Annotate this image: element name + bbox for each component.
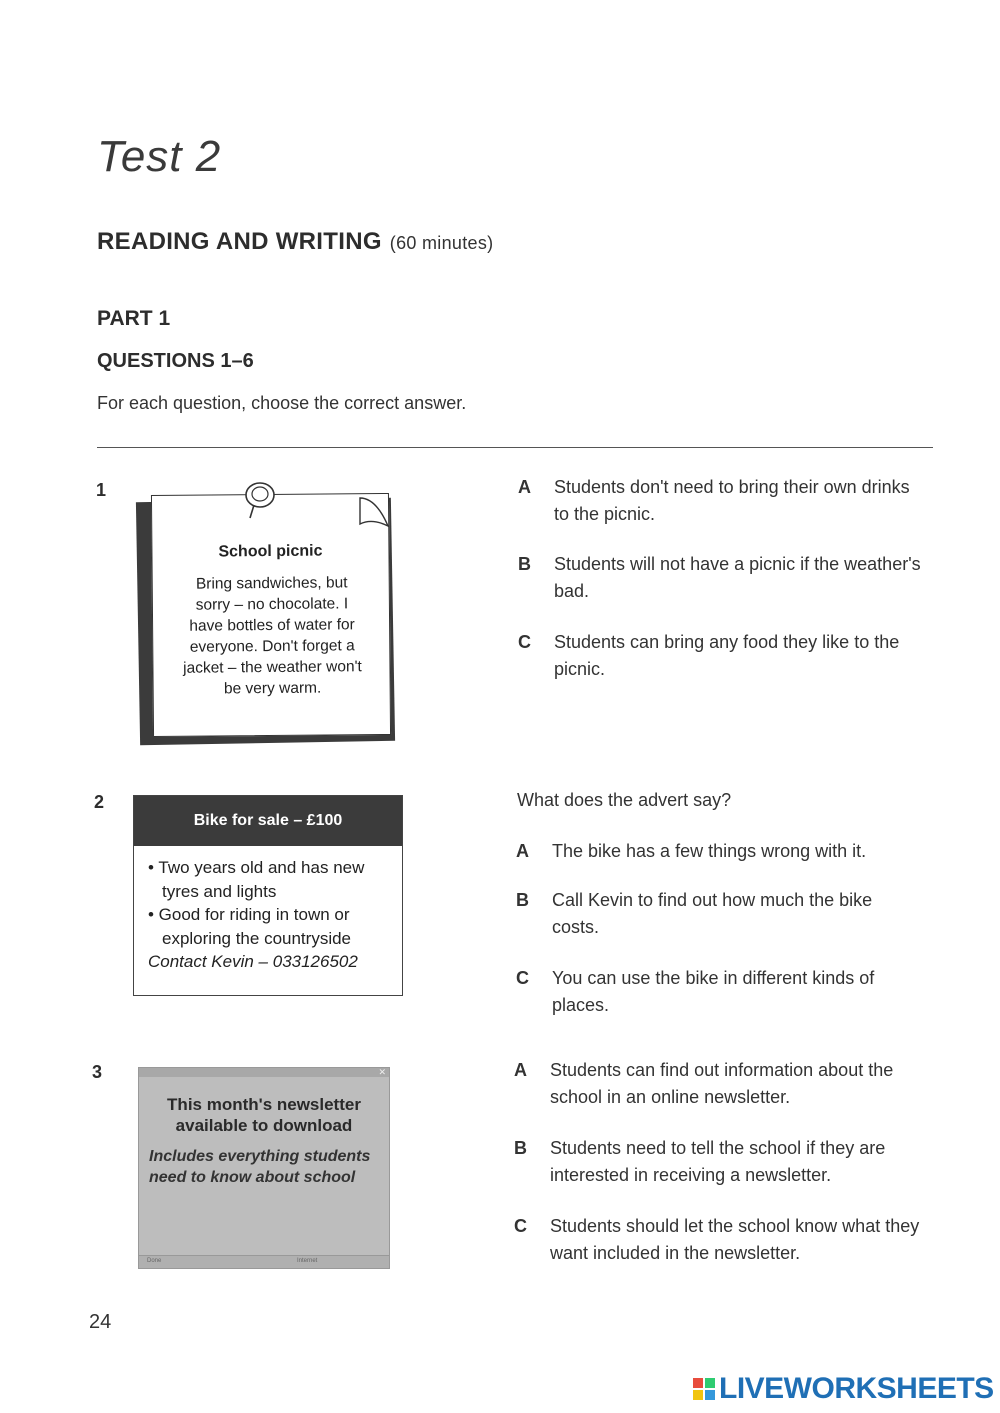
- advert-body: [134, 846, 402, 974]
- option-text: Students don't need to bring their own drinks to the picnic.: [554, 477, 910, 524]
- window-body: Includes everything students need to know about school: [149, 1148, 371, 1186]
- advert-contact: Contact Kevin – 033126502: [148, 952, 358, 971]
- advert-bullet: • Good for riding in town or exploring the countryside: [148, 905, 352, 948]
- option-letter: A: [516, 841, 529, 861]
- question-number-1: 1: [96, 480, 107, 500]
- q3-option-b[interactable]: [514, 1135, 925, 1189]
- option-text: Students can find out information about the school in an online newsletter.: [550, 1060, 894, 1107]
- advert-bullet: • Two years old and has new tyres and lights: [148, 858, 365, 901]
- q3-option-a[interactable]: [514, 1057, 935, 1111]
- q3-option-c[interactable]: [514, 1213, 925, 1267]
- newsletter-window: [138, 1067, 390, 1269]
- picnic-notice: [151, 493, 391, 737]
- logo-square: [693, 1390, 703, 1400]
- brand-watermark: [693, 1372, 994, 1406]
- pushpin-icon: [240, 480, 278, 520]
- option-letter: C: [514, 1216, 527, 1236]
- test-title: Test 2: [97, 132, 222, 181]
- instruction: For each question, choose the correct answer.: [97, 393, 467, 413]
- status-right: Internet: [297, 1258, 318, 1264]
- q1-option-c[interactable]: [518, 629, 924, 683]
- q2-option-c[interactable]: [516, 965, 897, 1019]
- brand-name: LIVEWORKSHEETS: [719, 1372, 994, 1405]
- advert-heading: Bike for sale – £100: [134, 796, 402, 846]
- questions-range: QUESTIONS 1–6: [97, 350, 254, 372]
- q2-option-b[interactable]: [516, 887, 882, 941]
- q1-option-a[interactable]: [518, 474, 924, 528]
- window-titlebar: [139, 1068, 389, 1077]
- option-letter: B: [516, 890, 529, 910]
- notice-body: Bring sandwiches, but sorry – no chocolate. I have bottles of water for everyone. Don't forget a jacket – the weather won't be very warm.: [183, 574, 362, 698]
- option-letter: B: [514, 1138, 527, 1158]
- section-name: READING AND WRITING: [97, 228, 382, 255]
- option-text: You can use the bike in different kinds of places.: [552, 968, 875, 1015]
- notice-heading: School picnic: [218, 542, 323, 561]
- page-curl-icon: [358, 496, 392, 530]
- option-letter: B: [518, 554, 531, 574]
- option-text: Students can bring any food they like to the picnic.: [554, 632, 900, 679]
- option-letter: C: [516, 968, 529, 988]
- option-letter: A: [518, 477, 531, 497]
- q1-option-b[interactable]: [518, 551, 924, 605]
- logo-square: [693, 1378, 703, 1388]
- option-text: Call Kevin to find out how much the bike costs.: [552, 890, 873, 937]
- q2-option-a[interactable]: [516, 838, 922, 865]
- bike-advert: [133, 795, 403, 996]
- q2-prompt: What does the advert say?: [517, 790, 732, 810]
- close-icon: ✕: [378, 1067, 386, 1077]
- option-letter: A: [514, 1060, 527, 1080]
- option-text: Students will not have a picnic if the weather's bad.: [554, 554, 921, 601]
- question-number-2: 2: [94, 792, 105, 812]
- logo-square: [705, 1390, 715, 1400]
- window-heading: This month's newsletter available to download: [167, 1095, 361, 1135]
- option-letter: C: [518, 632, 531, 652]
- section-duration: (60 minutes): [389, 233, 494, 253]
- status-left: Done: [147, 1258, 162, 1264]
- option-text: Students need to tell the school if they are interested in receiving a newsletter.: [550, 1138, 886, 1185]
- question-number-3: 3: [92, 1062, 103, 1082]
- window-statusbar: [139, 1255, 389, 1268]
- divider: [97, 447, 933, 448]
- page-number: 24: [89, 1311, 112, 1333]
- option-text: The bike has a few things wrong with it.: [552, 841, 867, 861]
- part-heading: PART 1: [97, 307, 171, 330]
- logo-square: [705, 1378, 715, 1388]
- option-text: Students should let the school know what they want included in the newsletter.: [550, 1216, 920, 1263]
- brand-logo-icon: [693, 1378, 715, 1400]
- section-title: [97, 228, 493, 256]
